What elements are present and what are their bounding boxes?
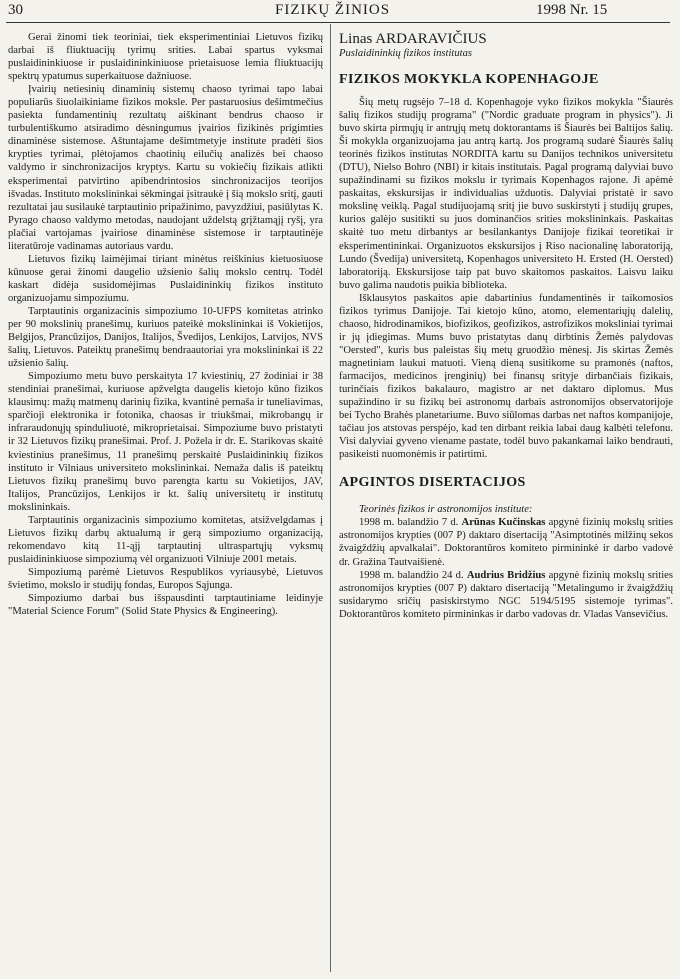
paragraph: Simpoziumą parėmė Lietuvos Respublikos vyriausybė, Lietuvos švietimo, mokslo ir studijų fondas, Europos Sąjunga. — [8, 566, 323, 591]
defender-name: Arūnas Kučinskas — [461, 517, 546, 529]
right-column — [339, 31, 673, 621]
date-text: 1998 m. balandžio 7 d. — [359, 517, 462, 529]
article-title: FIZIKOS MOKYKLA KOPENHAGOJE — [339, 72, 599, 87]
page-number: 30 — [8, 2, 23, 18]
journal-title: FIZIKŲ ŽINIOS — [275, 2, 391, 18]
page-header — [0, 0, 680, 26]
entry-text: apgynė fizinių mokslų srities astronomijos krypties (007 P) daktaro disertaciją "Asimptotinės milžinų sekos žvaigždžių apvalkalai". Doktorantūros komiteto pirmininkė ir darbo vadovė dr. Gražina Tautvaišienė. — [339, 517, 673, 568]
section-heading: APGINTOS DISERTACIJOS — [339, 475, 526, 491]
paragraph: Simpoziumo darbai bus išspausdinti tarptautiniame leidinyje "Material Science Forum" (Solid State Physics & Engineering). — [8, 593, 323, 618]
paragraph: Šių metų rugsėjo 7–18 d. Kopenhagoje vyko fizikos mokykla "Šiaurės šalių fizikos studijų programa" ("Nordic graduate program in physics"). Ji buvo skirta pirmųjų ir antrųjų metų doktorantams iš Šiaurės bei Baltijos šalių. Ši mokykla organizuojama jau antrą kartą. Jos programą sudarė Šiaurės šalių teorinės fizikos institutas NORDITA kartu su Danijos technikos universitetu (DTU), Nielso Bohro (NBI) ir kitais institutais. Pagal programą dalyviai buvo supažindinami su fizikos mokslu ir tyrimais Kopenhagos rajone. Ji apėmė paskaitas, ekskursijas ir individualias užduotis. Dalyviai pristatė ir savo mokslinę veiklą. Pagal studijuojamą sritį jie buvo suskirstyti į studijų grupes, kurios galėjo susitikti su juos dominančios srities mokslininkais. Paskaitas skaitė tuo metu dirbantys ar besilankantys Danijoje fizikai teoretikai ir eksperimentininkai. Organizuotos ekskursijos į Riso nacionalinę laboratoriją, Lundo (Švedija) universitetą, Kopenhagos universiteto H. Ersted (H. Oersted) laboratoriją. Ekskursijose taip pat buvo skaitomos paskaitos. Laisvu laiku buvo galima naudotis puikia biblioteka. — [339, 97, 673, 291]
column-divider — [330, 24, 331, 972]
left-column — [8, 31, 323, 618]
article-author: Linas ARDARAVIČIUS — [339, 31, 487, 47]
date-text: 1998 m. balandžio 24 d. — [359, 569, 467, 581]
institute-subheading: Teorinės fizikos ir astronomijos institute: — [359, 504, 533, 516]
issue-number: 1998 Nr. 15 — [536, 2, 608, 18]
paragraph: Simpoziumo metu buvo perskaityta 17 kviestinių, 27 žodiniai ir 38 stendiniai pranešimai, kuriuose apžvelgta daugelis kietojo kūno fizikos klausimų: mažų matmenų darinių fizika, kvantinė pernaša ir tuneliavimas, sparčioji elektronika ir fotonika, chaosas ir triukšmai, mikrobangų ir infraraudonųjų spinduliuotė, mikroprietaisai. Simpoziume buvo pristatyti ir 32 Lietuvos fizikų pranešimai. Prof. J. Požela ir dr. E. Starikovas skaitė kviestinius pranešimus, 11 pranešimų perskaitė Puslaidininkių fizikos instituto ir Vilniaus universiteto mokslininkai. Nemaža dalis iš pateiktų Lietuvos fizikų pranešimų buvo parengta kartu su Vokietijos, JAV, Italijos, Prancūzijos, Lenkijos ir kt. šalių universitetų ir institutų mokslininkais. — [8, 371, 323, 513]
paragraph: Lietuvos fizikų laimėjimai tiriant minėtus reiškinius kietuosiuose kūnuose gerai žinomi daugelio užsienio šalių mokslo centrų. Todėl kaskart didėja susidomėjimas Puslaidininkių fizikos instituto organizuojamu simpoziumu. — [8, 253, 323, 304]
dissertation-entry — [339, 516, 673, 568]
paragraph: Išklausytos paskaitos apie dabartinius fundamentinės ir taikomosios fizikos tyrimus Danijoje. Tai kietojo kūno, atomo, elementariųjų dalelių, chaoso, hidrodinamikos, biofizikos, geofizikos, astrofizikos moksliniai tyrimai ir jų įdiegimas. Mums buvo pristatytas danų dirbtinis Žemės palydovas "Oersted", kuris bus paleistas šių metų gruodžio mėnesį. Jis skirtas Žemės magnetiniam laukui matuoti. Vieną dieną susitikome su pramonės (naftos, farmacijos, medicinos įrenginių) bei finansų srityje dirbančiais fizikais, turinčiais fizikos bakalauro, magistro ar net daktaro diplomus. Mus supažindino ir su fizikų bei astronomų darbais astronomijos observatorijoje bei Tycho Brahės planetariume. Buvo siūlomas darbas net naftos kompanijoje, tačiau jos atstovas perspėjo, kad ten dirbant reikia labai daug kalbėti telefonu. Visi dalyviai gyveno viename pastate, todėl buvo pakankamai laiko bendrauti, pasikeisti nuomonėmis ir patirtimi. — [339, 292, 673, 461]
paragraph: Tarptautinis organizacinis simpoziumo komitetas, atsižvelgdamas į Lietuvos fizikų darbų aktualumą ir gerą simpoziumo organizaciją, rekomendavo kitą 11-ąjį tarptautinį ultraspartųjų vyksmų puslaidininkiuose simpoziumą vėl organizuoti Vilniuje 2001 metais. — [8, 514, 323, 565]
header-rule — [6, 22, 670, 23]
defender-name: Audrius Bridžius — [466, 569, 546, 581]
paragraph: Tarptautinis organizacinis simpoziumo 10-UFPS komitetas atrinko per 90 mokslinių pranešimų, kuriuos pateikė mokslininkai iš Vokietijos, Belgijos, Prancūzijos, Danijos, Italijos, Švedijos, Lenkijos, Latvijos, NVS šalių, Lietuvos. Pateiktų pranešimų bendraautoriai yra mokslininkai iš 22 užsienio šalių. — [8, 305, 323, 370]
dissertation-entry — [339, 569, 673, 621]
paragraph: Gerai žinomi tiek teoriniai, tiek eksperimentiniai Lietuvos fizikų darbai iš fliuktuacijų tyrimų srities. Labai spartus vyksmai puslaidininkiuose ir puslaidininkiniuose prietaisuose lemia fliuktuacijų spektrų ypatumus superkaituose dažniuose. — [8, 32, 323, 83]
author-affiliation: Puslaidininkių fizikos institutas — [339, 48, 473, 59]
paragraph: Įvairių netiesinių dinaminių sistemų chaoso tyrimai tapo labai populiarūs šiuolaikiniame fizikos moksle. Per pastaruosius dešimtmečius pasiekta fundamentinių rezultatų aiškinant bendrus chaoso ir turbulentiškumo atsiradimo dėsningumus įvairios fizikinės prigimties dinaminėse sistemose. Aštuntajame dešimtmetyje institute pradėti šios krypties tyrimai, plėtojamos chaotinių eilučių analizės bei chaoso valdymo ir sinchronizacijos kryptys. Kartu su vokiečių fizikais atlikti eksperimentai patvirtino apibendrintosios sinchronizacijos teorijos išvadas. Instituto mokslininkai sėkmingai įsitraukė į šią mokslo sritį, gauti rezultatai jau susilaukė tarptautinio pripažinimo, pavyzdžiui, pasiūlytas K. Pyrago chaoso valdymo metodas, naudojant uždelstą grįžtamąjį ryšį, yra plačiai vartojamas įvairiose dinaminėse sistemose ir tarptautinėje literatūroje vadinamas autoriaus vardu. — [8, 84, 323, 252]
entry-text: apgynė fizinių mokslų srities astronomijos krypties (007 P) daktaro disertaciją "Metalingumo ir žvaigždžių susidarymo sričių pasiskirstymo NGC 5194/5195 sistemoje tyrimas". Doktorantūros komiteto pirmininkas ir darbo vadovas dr. Vladas Vansevičius. — [339, 569, 673, 620]
